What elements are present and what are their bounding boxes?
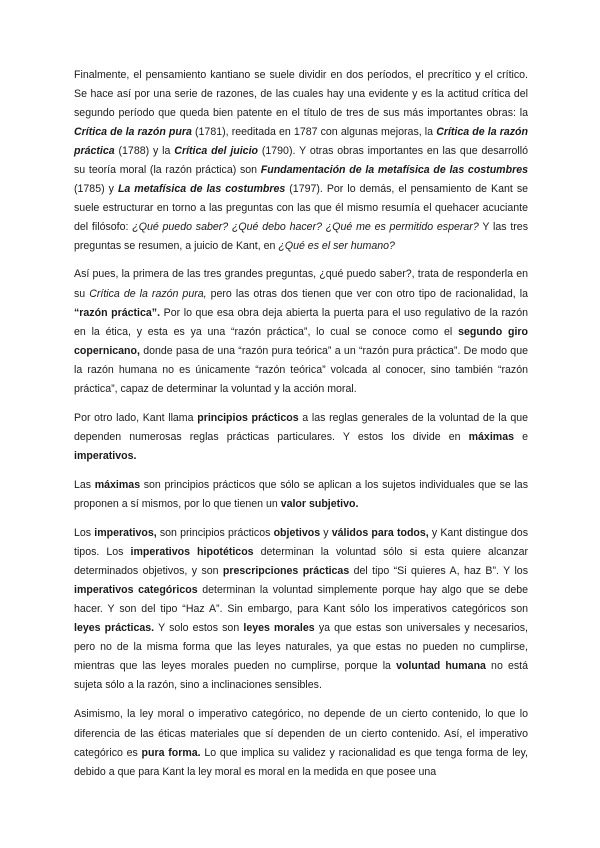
text-run: Lo que implica su validez y racionalidad es que tenga forma de ley, debido a que para Kant la ley moral es moral en la medida en que posee una [74, 746, 529, 778]
emphasis-text-run: Crítica de la razón práctica [74, 126, 528, 158]
text-run: e [513, 430, 528, 443]
emphasis-text-run: imperativos categóricos [74, 584, 198, 597]
text-run: Los [74, 527, 95, 540]
text-run: ya que estas son universales y necesarios, pero no de la misma forma que las leyes naturales, ya que estas no pueden no cumplirse, mientras que las leyes morales pueden no cumplirse, porque la [74, 622, 529, 673]
text-run: son principios prácticos que sólo se aplican a los sujetos individuales que se las proponen a sí mismos, por lo que tienen un [74, 478, 528, 510]
emphasis-text-run: Crítica de la razón pura [74, 126, 192, 139]
text-run: (1788) y la [114, 145, 175, 158]
text-run: a las reglas generales de la voluntad de la que dependen numerosas reglas prácticas particulares. Y estos los divide en [74, 411, 528, 443]
text-run: del tipo “Si quieres A, haz B”. Y los [349, 565, 528, 578]
emphasis-text-run: máximas [94, 478, 141, 491]
emphasis-text-run: imperativos, [94, 527, 157, 540]
emphasis-text-run: leyes prácticas. [74, 622, 155, 635]
emphasis-text-run: Crítica del juicio [174, 145, 258, 158]
emphasis-text-run: válidos para todos, [331, 527, 429, 540]
paragraph-5 [74, 524, 528, 695]
emphasis-text-run: voluntad humana [396, 660, 486, 673]
italic-text-run: ¿Qué puedo saber? ¿Qué debo hacer? ¿Qué me es permitido esperar? [132, 221, 479, 234]
emphasis-text-run: “razón práctica”. [74, 306, 161, 319]
emphasis-text-run: pura forma. [141, 746, 201, 759]
text-run: son principios prácticos [156, 527, 274, 540]
text-run: determinan la voluntad sólo si esta quiere alcanzar determinados objetivos, y son [74, 546, 528, 578]
italic-text-run: ¿Qué es el ser humano? [278, 240, 395, 253]
paragraph-2 [74, 265, 528, 398]
emphasis-text-run: valor subjetivo. [280, 497, 359, 510]
paragraph-3 [74, 409, 528, 466]
text-run: (1797). Por lo demás, el pensamiento de Kant se suele estructurar en torno a las preguntas con las que él mismo resumía el quehacer acuciante del filósofo: [74, 183, 529, 234]
text-run: Así pues, la primera de las tres grandes preguntas, ¿qué puedo saber?, trata de responderla en su [74, 268, 528, 300]
emphasis-text-run: leyes morales [243, 622, 315, 635]
emphasis-text-run: segundo giro copernicano, [74, 325, 528, 357]
text-run: Y solo estos son [154, 622, 244, 635]
emphasis-text-run: máximas [468, 430, 514, 443]
text-run: Asimismo, la ley moral o imperativo categórico, no depende de un cierto contenido, lo que lo diferencia de las éticas materiales que sí dependen de un cierto contenido. Así, el imperativo categórico es [74, 708, 528, 759]
text-run: Por otro lado, Kant llama [74, 411, 198, 424]
text-run: y [320, 527, 332, 540]
text-run: (1781), reeditada en 1787 con algunas mejoras, la [191, 126, 437, 139]
emphasis-text-run: La metafísica de las costumbres [117, 183, 286, 196]
emphasis-text-run: prescripciones prácticas [222, 565, 350, 578]
emphasis-text-run: Fundamentación de la metafísica de las costumbres [260, 164, 528, 177]
paragraph-4 [74, 476, 528, 514]
document-page [74, 66, 528, 792]
text-run: pero las otras dos tienen que ver con otro tipo de racionalidad, la [206, 287, 528, 300]
text-run: (1785) y [74, 183, 118, 196]
emphasis-text-run: imperativos hipotéticos [130, 546, 254, 559]
italic-text-run: Crítica de la razón pura, [89, 287, 207, 300]
emphasis-text-run: imperativos. [74, 449, 137, 462]
text-run: (1790). Y otras obras importantes en las que desarrolló su teoría moral (la razón práctica) son [74, 145, 528, 177]
text-run: Las [74, 478, 95, 491]
text-run: Y las tres preguntas se resumen, a juicio de Kant, en [74, 221, 528, 253]
text-run: Por lo que esa obra deja abierta la puerta para el uso regulativo de la razón en la ética, y esta es ya una “razón práctica”, lo cual se conoce como el [74, 306, 528, 338]
emphasis-text-run: objetivos [273, 527, 321, 540]
text-run: donde pasa de una “razón pura teórica” a un “razón pura práctica”. De modo que la razón humana no es únicamente “razón teórica” volcada al conocer, sino también “razón práctica”, capaz de determinar la voluntad y la acción moral. [74, 344, 528, 395]
text-run: Finalmente, el pensamiento kantiano se suele dividir en dos períodos, el precrítico y el crítico. Se hace así por una serie de razones, de las cuales hay una evidente y es la actitud crítica del segundo período que queda bien patente en el título de tres de sus más importantes obras: la [74, 69, 528, 120]
text-run: no está sujeta sólo a la razón, sino a inclinaciones sensibles. [74, 660, 528, 692]
paragraph-1 [74, 66, 528, 256]
paragraph-6 [74, 705, 528, 781]
emphasis-text-run: principios prácticos [197, 411, 299, 424]
text-run: y Kant distingue dos tipos. Los [74, 527, 528, 559]
text-run: determinan la voluntad simplemente porque hay algo que se debe hacer. Y son del tipo “Haz A”. Sin embargo, para Kant sólo los imperativos categóricos son [74, 584, 529, 616]
